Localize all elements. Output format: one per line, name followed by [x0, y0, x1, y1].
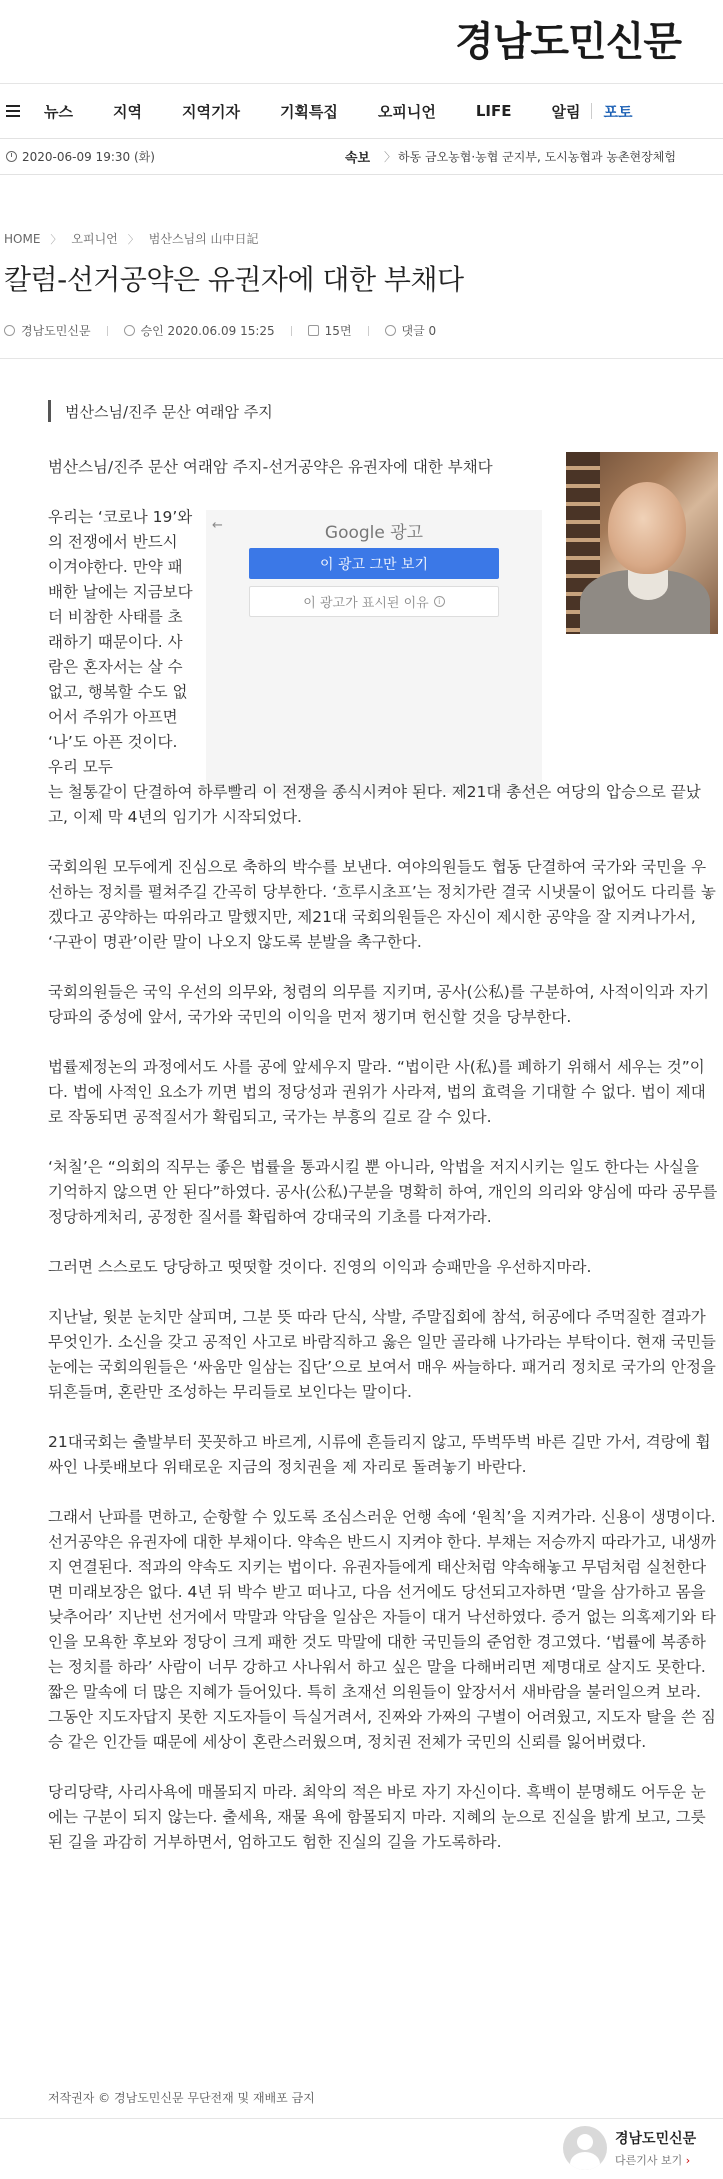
article-paragraph: 당리당략, 사리사욕에 매몰되지 마라. 최악의 적은 바로 자기 자신이다. 흑백이 분명해도 어두운 눈에는 구분이 되지 않는다. 출세욕, 재물 욕에 함몰되지 마라. 지혜의 눈으로 진실을 밝게 보고, 그릇된 길을 과감히 거부하면서, 엄하고도 험한 진실의 길을 가도록하라. [48, 1783, 706, 1851]
breaking-label: 속보 [345, 151, 371, 166]
article-page: 15면 [324, 324, 352, 338]
article-meta [4, 322, 452, 339]
article-author[interactable]: 경남도민신문 [21, 324, 91, 338]
breadcrumb [4, 230, 259, 247]
article-date: 승인 2020.06.09 15:25 [140, 324, 275, 338]
article-paragraph: 지난날, 윗분 눈치만 살피며, 그분 뜻 따라 단식, 삭발, 주말집회에 참석, 허공에다 주먹질한 결과가 무엇인가. 소신을 갖고 공적인 사고로 바람직하고 옳은 일만 골라해 나가라는 부탁이다. 현재 국민들 눈에는 국회의원들은 ‘싸움만 일삼는 집단’으로 보여서 매우 싸늘하다. 패거리 정치로 국가의 안정을 뒤흔들며, 혼란만 조성하는 무리들로 보인다는 말이다. [48, 1308, 716, 1401]
user-icon [4, 325, 15, 336]
stop-ad-button[interactable]: 이 광고 그만 보기 [249, 548, 499, 579]
site-logo[interactable]: 경남도민신문 [455, 19, 681, 65]
article-paragraph: ‘처칠’은 “의회의 직무는 좋은 법률을 통과시킬 뿐 아니라, 악법을 저지시키는 일도 한다는 사실을 기억하지 않으면 안 된다”하였다. 공사(公私)구분을 명확히 하여, 개인의 의리와 양심에 따라 공무를 정당하게처리, 공정한 질서를 확립하여 강대국의 기초를 다져가라. [48, 1158, 718, 1226]
article-paragraph: 21대국회는 출발부터 꼿꼿하고 바르게, 시류에 흔들리지 않고, 뚜벅뚜벅 바른 길만 가서, 격랑에 휩싸인 나룻배보다 위태로운 지금의 정치권을 제 자리로 돌려놓기 바란다. [48, 1433, 711, 1476]
article-lead: 범산스님/진주 문산 여래암 주지-선거공약은 유권자에 대한 부채다 [48, 458, 493, 476]
divider [0, 358, 723, 359]
why-ad-button[interactable]: 이 광고가 표시된 이유 i [249, 586, 499, 617]
copyright: 저작권자 © 경남도민신문 무단전재 및 재배포 금지 [48, 2091, 315, 2105]
article-paragraph: 는 철통같이 단결하여 하루빨리 이 전쟁을 종식시켜야 된다. 제21대 총선은 여당의 압승으로 끝났고, 이제 막 4년의 임기가 시작되었다. [48, 783, 701, 826]
article-paragraph: 우리는 ‘코로나 19’와의 전쟁에서 반드시 이겨야한다. 만약 패배한 날에는 지금보다 더 비참한 사태를 초래하기 때문이다. 사람은 혼자서는 살 수 없고, 행복할 수도 없어서 주위가 아프면 ‘나’도 아픈 것이다. 우리 모두 [48, 508, 193, 776]
info-icon: i [434, 596, 445, 607]
reporter-name: 경남도민신문 [615, 2131, 697, 2147]
chevron-right-icon: 〉 [384, 150, 397, 164]
nav-item-photo[interactable]: 포토 [603, 102, 633, 121]
breadcrumb-column[interactable]: 범산스님의 山中日記 [148, 232, 259, 246]
comment-icon [385, 325, 396, 336]
breadcrumb-opinion[interactable]: 오피니언 [71, 232, 118, 246]
ticker-bar [0, 139, 723, 175]
article-paragraph: 국회의원 모두에게 진심으로 축하의 박수를 보낸다. 여야의원들도 협동 단결하여 국가와 국민을 우선하는 정치를 펼쳐주길 간곡히 당부한다. ‘흐루시초프’는 정치가란 결국 시냇물이 없어도 다리를 놓겠다고 공약하는 따위라고 말했지만, 제21대 국회의원들은 자신이 제시한 공약을 잘 지켜나가서, ‘구관이 명관’이란 말이 나오지 않도록 분발을 촉구한다. [48, 858, 716, 951]
article-paragraph: 국회의원들은 국익 우선의 의무와, 청렴의 의무를 지키며, 공사(公私)를 구분하여, 사적이익과 자기 당파의 중성에 앞서, 국가와 국민의 이익을 먼저 챙기며 헌신할 것을 당부한다. [48, 983, 710, 1026]
breadcrumb-home[interactable]: HOME [4, 231, 41, 246]
nav-item-region-reporter[interactable]: 지역기자 [181, 102, 240, 121]
menu-icon[interactable] [6, 105, 20, 117]
article-paragraph: 그래서 난파를 면하고, 순항할 수 있도록 조심스러운 언행 속에 ‘원칙’을 지켜가라. 신용이 생명이다. 선거공약은 유권자에 대한 부채이다. 약속은 반드시 지켜야 한다. 부채는 저승까지 따라가고, 내생까지 연결된다. 적과의 약속도 지키는 법이다. 유권자들에게 태산처럼 약속해놓고 무덤처럼 실천한다면 미래보장은 없다. 4년 뒤 박수 받고 떠나고, 다음 선거에도 당선되고자하면 ‘말을 삼가하고 몸을 낮추어라’ 지난번 선거에서 막말과 악담을 일삼은 자들이 대거 낙선하였다. 증거 없는 의혹제기와 타인을 모욕한 후보와 정당이 크게 패한 것도 막말에 대한 국민들의 준엄한 경고였다. ‘법률에 복종하는 정치를 하라’ 사람이 너무 강하고 사나워서 하고 싶은 말을 다해버리면 제명대로 살지도 못한다. 짧은 말속에 더 많은 지혜가 들어있다. 특히 초재선 의원들이 앞장서서 새바람을 불러일으켜 보라. 그동안 지도자답지 못한 지도자들이 득실거려서, 진짜와 가짜의 구별이 어려웠고, 지도자 탈을 쓴 짐승 같은 인간들 때문에 세상이 혼란스러웠으며, 정치권 전체가 국민의 신뢰를 잃어버렸다. [48, 1508, 716, 1751]
ad-title: Google 광고 [324, 523, 424, 543]
reporter-card[interactable] [563, 2126, 696, 2170]
nav-item-opinion[interactable]: 오피니언 [377, 102, 436, 121]
nav-item-special[interactable]: 기획특집 [279, 102, 338, 121]
chevron-right-icon: › [685, 2154, 691, 2167]
nav-item-region[interactable]: 지역 [112, 102, 142, 121]
nav-divider [591, 103, 592, 119]
newspaper-icon [308, 325, 319, 336]
breaking-news-link[interactable]: 하동 금오농협·농협 군지부, 도시농협과 농촌현장체험 [398, 150, 676, 164]
main-nav [0, 84, 723, 139]
nav-item-life[interactable]: LIFE [475, 102, 512, 120]
article-paragraph: 그러면 스스로도 당당하고 떳떳할 것이다. 진영의 이익과 승패만을 우선하지마라. [48, 1258, 592, 1276]
chevron-right-icon: 〉 [127, 232, 139, 246]
clock-icon [124, 325, 135, 336]
site-header [0, 0, 723, 84]
nav-item-news[interactable]: 뉴스 [44, 102, 73, 121]
clock-icon [6, 151, 17, 162]
more-articles-link[interactable]: 다른기사 보기 › [615, 2154, 691, 2167]
nav-item-notice[interactable]: 알림 [551, 102, 581, 121]
chevron-right-icon: 〉 [50, 232, 62, 246]
article-title: 칼럼-선거공약은 유권자에 대한 부채다 [4, 263, 464, 296]
avatar [563, 2126, 607, 2170]
article-subtitle: 범산스님/진주 문산 여래암 주지 [48, 400, 273, 422]
comment-count[interactable]: 댓글 0 [401, 324, 437, 338]
back-arrow-icon[interactable]: ← [212, 518, 223, 533]
current-datetime: 2020-06-09 19:30 (화) [22, 150, 155, 164]
article-paragraph: 법률제정논의 과정에서도 사를 공에 앞세우지 말라. “법이란 사(私)를 폐하기 위해서 세우는 것”이다. 법에 사적인 요소가 끼면 법의 정당성과 권위가 사라져, 법의 효력을 기대할 수 없다. 법이 제대로 작동되면 공적질서가 확립되고, 국가는 부흥의 길로 갈 수 있다. [48, 1058, 706, 1126]
divider [0, 2118, 723, 2119]
article-body [48, 455, 718, 1880]
